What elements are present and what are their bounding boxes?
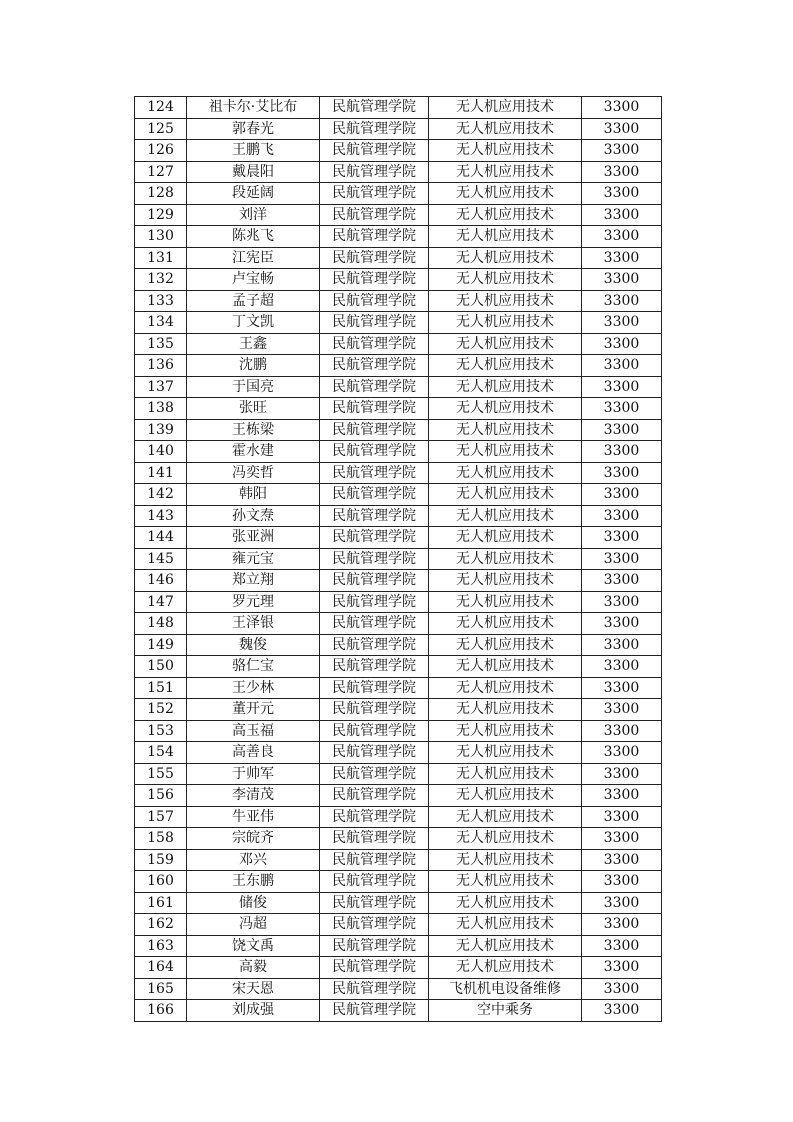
table-row — [135, 484, 662, 506]
college-cell: 民航管理学院 — [320, 699, 429, 721]
row-number-cell: 145 — [135, 548, 187, 570]
amount-cell: 3300 — [582, 247, 662, 269]
amount-cell: 3300 — [582, 871, 662, 893]
major-cell: 无人机应用技术 — [429, 118, 582, 140]
student-name-cell: 李清茂 — [187, 785, 320, 807]
major-cell: 飞机机电设备维修 — [429, 978, 582, 1000]
row-number-cell: 150 — [135, 656, 187, 678]
student-name-cell: 王栋梁 — [187, 419, 320, 441]
major-cell: 无人机应用技术 — [429, 763, 582, 785]
table-row — [135, 161, 662, 183]
major-cell: 无人机应用技术 — [429, 312, 582, 334]
college-cell: 民航管理学院 — [320, 828, 429, 850]
student-name-cell: 宋天恩 — [187, 978, 320, 1000]
major-cell: 无人机应用技术 — [429, 935, 582, 957]
amount-cell: 3300 — [582, 140, 662, 162]
row-number-cell: 152 — [135, 699, 187, 721]
amount-cell: 3300 — [582, 226, 662, 248]
row-number-cell: 143 — [135, 505, 187, 527]
major-cell: 无人机应用技术 — [429, 892, 582, 914]
student-name-cell: 张旺 — [187, 398, 320, 420]
row-number-cell: 132 — [135, 269, 187, 291]
amount-cell: 3300 — [582, 376, 662, 398]
table-row — [135, 656, 662, 678]
table-row — [135, 441, 662, 463]
college-cell: 民航管理学院 — [320, 957, 429, 979]
row-number-cell: 164 — [135, 957, 187, 979]
major-cell: 无人机应用技术 — [429, 828, 582, 850]
student-name-cell: 王东鹏 — [187, 871, 320, 893]
amount-cell: 3300 — [582, 656, 662, 678]
amount-cell: 3300 — [582, 462, 662, 484]
row-number-cell: 134 — [135, 312, 187, 334]
major-cell: 无人机应用技术 — [429, 613, 582, 635]
row-number-cell: 148 — [135, 613, 187, 635]
student-name-cell: 王少林 — [187, 677, 320, 699]
amount-cell: 3300 — [582, 527, 662, 549]
student-name-cell: 储俊 — [187, 892, 320, 914]
amount-cell: 3300 — [582, 290, 662, 312]
college-cell: 民航管理学院 — [320, 591, 429, 613]
table-row — [135, 914, 662, 936]
college-cell: 民航管理学院 — [320, 871, 429, 893]
table-row — [135, 290, 662, 312]
college-cell: 民航管理学院 — [320, 183, 429, 205]
table-row — [135, 118, 662, 140]
major-cell: 无人机应用技术 — [429, 527, 582, 549]
major-cell: 无人机应用技术 — [429, 269, 582, 291]
student-name-cell: 邓兴 — [187, 849, 320, 871]
amount-cell: 3300 — [582, 849, 662, 871]
college-cell: 民航管理学院 — [320, 505, 429, 527]
row-number-cell: 135 — [135, 333, 187, 355]
table-body — [135, 97, 662, 1022]
student-name-cell: 刘洋 — [187, 204, 320, 226]
row-number-cell: 144 — [135, 527, 187, 549]
student-name-cell: 魏俊 — [187, 634, 320, 656]
row-number-cell: 158 — [135, 828, 187, 850]
student-name-cell: 郭春光 — [187, 118, 320, 140]
college-cell: 民航管理学院 — [320, 118, 429, 140]
table-row — [135, 419, 662, 441]
major-cell: 无人机应用技术 — [429, 183, 582, 205]
college-cell: 民航管理学院 — [320, 978, 429, 1000]
student-name-cell: 王鑫 — [187, 333, 320, 355]
student-name-cell: 段延阔 — [187, 183, 320, 205]
amount-cell: 3300 — [582, 355, 662, 377]
major-cell: 无人机应用技术 — [429, 419, 582, 441]
table-row — [135, 183, 662, 205]
table-row — [135, 247, 662, 269]
college-cell: 民航管理学院 — [320, 462, 429, 484]
amount-cell: 3300 — [582, 204, 662, 226]
row-number-cell: 138 — [135, 398, 187, 420]
amount-cell: 3300 — [582, 97, 662, 119]
table-row — [135, 849, 662, 871]
amount-cell: 3300 — [582, 978, 662, 1000]
table-row — [135, 97, 662, 119]
row-number-cell: 136 — [135, 355, 187, 377]
college-cell: 民航管理学院 — [320, 548, 429, 570]
row-number-cell: 163 — [135, 935, 187, 957]
student-name-cell: 董开元 — [187, 699, 320, 721]
table-row — [135, 570, 662, 592]
student-name-cell: 孟子超 — [187, 290, 320, 312]
row-number-cell: 141 — [135, 462, 187, 484]
student-name-cell: 王泽银 — [187, 613, 320, 635]
amount-cell: 3300 — [582, 677, 662, 699]
row-number-cell: 127 — [135, 161, 187, 183]
table-row — [135, 828, 662, 850]
student-list-table — [134, 96, 662, 1022]
student-name-cell: 江宪臣 — [187, 247, 320, 269]
amount-cell: 3300 — [582, 312, 662, 334]
amount-cell: 3300 — [582, 505, 662, 527]
amount-cell: 3300 — [582, 548, 662, 570]
major-cell: 无人机应用技术 — [429, 355, 582, 377]
major-cell: 无人机应用技术 — [429, 806, 582, 828]
student-name-cell: 高善良 — [187, 742, 320, 764]
college-cell: 民航管理学院 — [320, 656, 429, 678]
table-row — [135, 312, 662, 334]
amount-cell: 3300 — [582, 591, 662, 613]
college-cell: 民航管理学院 — [320, 419, 429, 441]
major-cell: 无人机应用技术 — [429, 720, 582, 742]
row-number-cell: 154 — [135, 742, 187, 764]
student-name-cell: 冯奕哲 — [187, 462, 320, 484]
student-name-cell: 冯超 — [187, 914, 320, 936]
college-cell: 民航管理学院 — [320, 677, 429, 699]
college-cell: 民航管理学院 — [320, 140, 429, 162]
major-cell: 无人机应用技术 — [429, 333, 582, 355]
college-cell: 民航管理学院 — [320, 1000, 429, 1022]
amount-cell: 3300 — [582, 957, 662, 979]
major-cell: 无人机应用技术 — [429, 462, 582, 484]
table-row — [135, 806, 662, 828]
amount-cell: 3300 — [582, 613, 662, 635]
amount-cell: 3300 — [582, 570, 662, 592]
major-cell: 无人机应用技术 — [429, 785, 582, 807]
college-cell: 民航管理学院 — [320, 634, 429, 656]
student-name-cell: 祖卡尔·艾比布 — [187, 97, 320, 119]
college-cell: 民航管理学院 — [320, 763, 429, 785]
major-cell: 无人机应用技术 — [429, 742, 582, 764]
student-name-cell: 雍元宝 — [187, 548, 320, 570]
student-name-cell: 饶文禹 — [187, 935, 320, 957]
college-cell: 民航管理学院 — [320, 720, 429, 742]
college-cell: 民航管理学院 — [320, 914, 429, 936]
table-row — [135, 398, 662, 420]
college-cell: 民航管理学院 — [320, 269, 429, 291]
major-cell: 无人机应用技术 — [429, 161, 582, 183]
row-number-cell: 157 — [135, 806, 187, 828]
table-row — [135, 935, 662, 957]
college-cell: 民航管理学院 — [320, 355, 429, 377]
major-cell: 无人机应用技术 — [429, 548, 582, 570]
major-cell: 无人机应用技术 — [429, 247, 582, 269]
row-number-cell: 153 — [135, 720, 187, 742]
college-cell: 民航管理学院 — [320, 441, 429, 463]
student-name-cell: 骆仁宝 — [187, 656, 320, 678]
row-number-cell: 140 — [135, 441, 187, 463]
student-name-cell: 沈鹏 — [187, 355, 320, 377]
table-row — [135, 204, 662, 226]
row-number-cell: 162 — [135, 914, 187, 936]
amount-cell: 3300 — [582, 161, 662, 183]
amount-cell: 3300 — [582, 419, 662, 441]
amount-cell: 3300 — [582, 333, 662, 355]
row-number-cell: 129 — [135, 204, 187, 226]
student-name-cell: 孙文焘 — [187, 505, 320, 527]
amount-cell: 3300 — [582, 742, 662, 764]
table-row — [135, 742, 662, 764]
amount-cell: 3300 — [582, 634, 662, 656]
amount-cell: 3300 — [582, 785, 662, 807]
college-cell: 民航管理学院 — [320, 742, 429, 764]
table-row — [135, 527, 662, 549]
college-cell: 民航管理学院 — [320, 97, 429, 119]
student-name-cell: 于国亮 — [187, 376, 320, 398]
major-cell: 无人机应用技术 — [429, 656, 582, 678]
student-name-cell: 罗元理 — [187, 591, 320, 613]
major-cell: 无人机应用技术 — [429, 226, 582, 248]
student-name-cell: 韩阳 — [187, 484, 320, 506]
row-number-cell: 151 — [135, 677, 187, 699]
college-cell: 民航管理学院 — [320, 849, 429, 871]
amount-cell: 3300 — [582, 806, 662, 828]
table-row — [135, 462, 662, 484]
major-cell: 空中乘务 — [429, 1000, 582, 1022]
major-cell: 无人机应用技术 — [429, 699, 582, 721]
table-row — [135, 892, 662, 914]
table-row — [135, 269, 662, 291]
student-name-cell: 霍水建 — [187, 441, 320, 463]
row-number-cell: 165 — [135, 978, 187, 1000]
row-number-cell: 125 — [135, 118, 187, 140]
major-cell: 无人机应用技术 — [429, 441, 582, 463]
major-cell: 无人机应用技术 — [429, 914, 582, 936]
major-cell: 无人机应用技术 — [429, 290, 582, 312]
table-row — [135, 613, 662, 635]
major-cell: 无人机应用技术 — [429, 591, 582, 613]
college-cell: 民航管理学院 — [320, 290, 429, 312]
major-cell: 无人机应用技术 — [429, 849, 582, 871]
student-name-cell: 于帅军 — [187, 763, 320, 785]
student-name-cell: 宗皖齐 — [187, 828, 320, 850]
amount-cell: 3300 — [582, 720, 662, 742]
college-cell: 民航管理学院 — [320, 806, 429, 828]
row-number-cell: 161 — [135, 892, 187, 914]
table-row — [135, 355, 662, 377]
college-cell: 民航管理学院 — [320, 161, 429, 183]
major-cell: 无人机应用技术 — [429, 484, 582, 506]
student-name-cell: 刘成强 — [187, 1000, 320, 1022]
row-number-cell: 166 — [135, 1000, 187, 1022]
table-row — [135, 140, 662, 162]
row-number-cell: 133 — [135, 290, 187, 312]
college-cell: 民航管理学院 — [320, 376, 429, 398]
college-cell: 民航管理学院 — [320, 935, 429, 957]
row-number-cell: 159 — [135, 849, 187, 871]
college-cell: 民航管理学院 — [320, 527, 429, 549]
table-row — [135, 677, 662, 699]
student-name-cell: 高毅 — [187, 957, 320, 979]
college-cell: 民航管理学院 — [320, 333, 429, 355]
table-row — [135, 591, 662, 613]
major-cell: 无人机应用技术 — [429, 505, 582, 527]
row-number-cell: 128 — [135, 183, 187, 205]
row-number-cell: 156 — [135, 785, 187, 807]
table-row — [135, 376, 662, 398]
college-cell: 民航管理学院 — [320, 484, 429, 506]
student-name-cell: 牛亚伟 — [187, 806, 320, 828]
table-row — [135, 763, 662, 785]
amount-cell: 3300 — [582, 441, 662, 463]
amount-cell: 3300 — [582, 914, 662, 936]
major-cell: 无人机应用技术 — [429, 957, 582, 979]
amount-cell: 3300 — [582, 269, 662, 291]
row-number-cell: 137 — [135, 376, 187, 398]
row-number-cell: 126 — [135, 140, 187, 162]
student-name-cell: 丁文凯 — [187, 312, 320, 334]
college-cell: 民航管理学院 — [320, 398, 429, 420]
row-number-cell: 142 — [135, 484, 187, 506]
major-cell: 无人机应用技术 — [429, 398, 582, 420]
student-name-cell: 陈兆飞 — [187, 226, 320, 248]
table-row — [135, 333, 662, 355]
table-row — [135, 957, 662, 979]
student-name-cell: 戴晨阳 — [187, 161, 320, 183]
amount-cell: 3300 — [582, 118, 662, 140]
student-name-cell: 高玉福 — [187, 720, 320, 742]
table-row — [135, 1000, 662, 1022]
row-number-cell: 131 — [135, 247, 187, 269]
amount-cell: 3300 — [582, 183, 662, 205]
row-number-cell: 130 — [135, 226, 187, 248]
table-row — [135, 505, 662, 527]
student-name-cell: 王鹏飞 — [187, 140, 320, 162]
table-row — [135, 699, 662, 721]
college-cell: 民航管理学院 — [320, 247, 429, 269]
major-cell: 无人机应用技术 — [429, 570, 582, 592]
row-number-cell: 155 — [135, 763, 187, 785]
row-number-cell: 124 — [135, 97, 187, 119]
major-cell: 无人机应用技术 — [429, 634, 582, 656]
amount-cell: 3300 — [582, 699, 662, 721]
table-row — [135, 785, 662, 807]
college-cell: 民航管理学院 — [320, 204, 429, 226]
college-cell: 民航管理学院 — [320, 226, 429, 248]
college-cell: 民航管理学院 — [320, 570, 429, 592]
row-number-cell: 149 — [135, 634, 187, 656]
amount-cell: 3300 — [582, 935, 662, 957]
table-row — [135, 548, 662, 570]
college-cell: 民航管理学院 — [320, 892, 429, 914]
student-name-cell: 郑立翔 — [187, 570, 320, 592]
row-number-cell: 139 — [135, 419, 187, 441]
amount-cell: 3300 — [582, 484, 662, 506]
college-cell: 民航管理学院 — [320, 613, 429, 635]
table-row — [135, 871, 662, 893]
amount-cell: 3300 — [582, 828, 662, 850]
college-cell: 民航管理学院 — [320, 785, 429, 807]
major-cell: 无人机应用技术 — [429, 677, 582, 699]
student-name-cell: 张亚洲 — [187, 527, 320, 549]
major-cell: 无人机应用技术 — [429, 140, 582, 162]
amount-cell: 3300 — [582, 1000, 662, 1022]
table-row — [135, 634, 662, 656]
amount-cell: 3300 — [582, 398, 662, 420]
student-name-cell: 卢宝畅 — [187, 269, 320, 291]
row-number-cell: 160 — [135, 871, 187, 893]
table-row — [135, 978, 662, 1000]
amount-cell: 3300 — [582, 892, 662, 914]
row-number-cell: 147 — [135, 591, 187, 613]
major-cell: 无人机应用技术 — [429, 97, 582, 119]
amount-cell: 3300 — [582, 763, 662, 785]
major-cell: 无人机应用技术 — [429, 376, 582, 398]
college-cell: 民航管理学院 — [320, 312, 429, 334]
major-cell: 无人机应用技术 — [429, 204, 582, 226]
table-row — [135, 226, 662, 248]
table-row — [135, 720, 662, 742]
row-number-cell: 146 — [135, 570, 187, 592]
major-cell: 无人机应用技术 — [429, 871, 582, 893]
